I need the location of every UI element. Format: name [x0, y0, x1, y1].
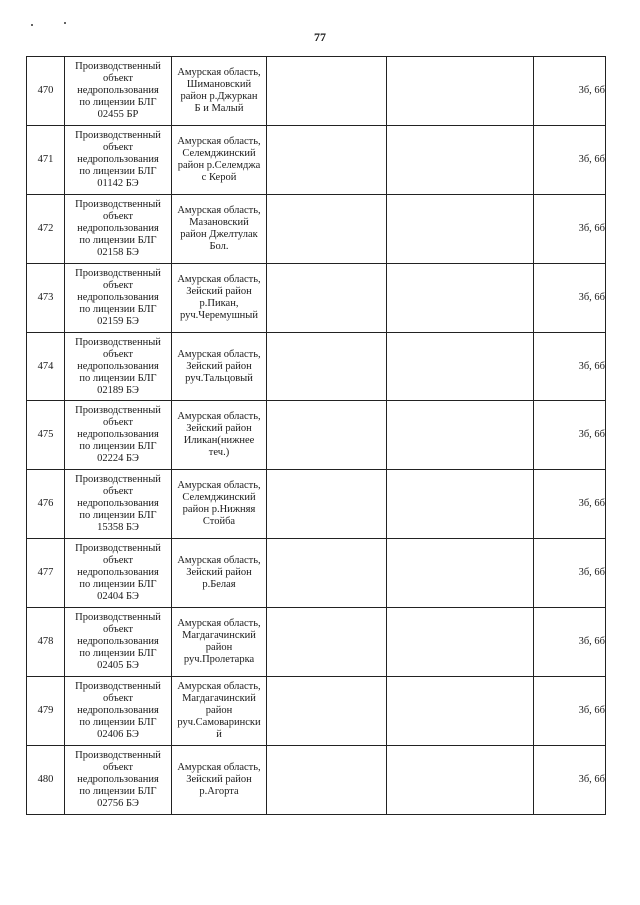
location-line: Амурская область, [177, 555, 261, 567]
row-number: 470 [27, 57, 65, 126]
category-code: 3б, 6б [534, 125, 606, 194]
category-code: 3б, 6б [534, 677, 606, 746]
location-line: Бол. [209, 240, 229, 252]
location-line: Амурская область, [177, 204, 261, 216]
category-code: 3б, 6б [534, 57, 606, 126]
object-line: недропользования [77, 498, 159, 510]
location-line: Шимановский [186, 78, 252, 90]
location [172, 263, 267, 332]
object-description [65, 745, 172, 814]
location-line: Иликан(нижнее [183, 435, 255, 447]
empty-cell [267, 745, 387, 814]
object-line: по лицензии БЛГ [79, 234, 157, 246]
empty-cell [267, 57, 387, 126]
location-line: Зейский район [186, 567, 252, 579]
empty-cell [267, 677, 387, 746]
object-line: по лицензии БЛГ [79, 785, 157, 797]
table-row [27, 332, 606, 401]
empty-cell [387, 470, 534, 539]
object-line: недропользования [77, 222, 159, 234]
row-number: 477 [27, 539, 65, 608]
table-row [27, 745, 606, 814]
location-line: р.Пикан, [199, 297, 239, 309]
location-line: Амурская область, [177, 135, 261, 147]
object-line: 02405 БЭ [97, 660, 139, 672]
object-line: Производственный [75, 60, 161, 72]
object-line: Производственный [75, 336, 161, 348]
object-line: 02189 БЭ [97, 384, 139, 396]
object-line: по лицензии БЛГ [79, 579, 157, 591]
location-line: район Джелтулак [180, 228, 258, 240]
object-line: объект [103, 72, 133, 84]
empty-cell [387, 539, 534, 608]
object-line: недропользования [77, 84, 159, 96]
object-line: недропользования [77, 360, 159, 372]
object-description [65, 539, 172, 608]
object-line: объект [103, 141, 133, 153]
location-line: район [205, 642, 233, 654]
object-line: недропользования [77, 567, 159, 579]
location-line: Амурская область, [177, 680, 261, 692]
empty-cell [387, 263, 534, 332]
empty-cell [267, 401, 387, 470]
object-line: Производственный [75, 680, 161, 692]
object-line: по лицензии БЛГ [79, 96, 157, 108]
location-line: Мазановский [189, 216, 249, 228]
empty-cell [387, 125, 534, 194]
location-line: Амурская область, [177, 480, 261, 492]
row-number: 475 [27, 401, 65, 470]
location-line: Амурская область, [177, 761, 261, 773]
location [172, 194, 267, 263]
object-line: по лицензии БЛГ [79, 441, 157, 453]
object-line: недропользования [77, 704, 159, 716]
location [172, 677, 267, 746]
location-line: Магдагачинский [182, 630, 256, 642]
location [172, 401, 267, 470]
object-description [65, 401, 172, 470]
location [172, 125, 267, 194]
location-line: район р.Джуркан [180, 90, 258, 102]
object-line: объект [103, 555, 133, 567]
location [172, 332, 267, 401]
location-line: район р.Селемджа [177, 159, 261, 171]
empty-cell [387, 194, 534, 263]
object-line: 15358 БЭ [97, 522, 139, 534]
empty-cell [267, 194, 387, 263]
object-line: 02404 БЭ [97, 591, 139, 603]
object-line: объект [103, 417, 133, 429]
empty-cell [387, 745, 534, 814]
location-line: район р.Нижняя [182, 504, 256, 516]
location-line: Зейский район [186, 423, 252, 435]
row-number: 474 [27, 332, 65, 401]
scan-speck [31, 24, 33, 26]
empty-cell [267, 470, 387, 539]
object-line: недропользования [77, 291, 159, 303]
location [172, 470, 267, 539]
object-line: по лицензии БЛГ [79, 165, 157, 177]
empty-cell [387, 677, 534, 746]
object-line: по лицензии БЛГ [79, 716, 157, 728]
page-number: 77 [314, 30, 326, 44]
object-line: объект [103, 279, 133, 291]
object-line: 02159 БЭ [97, 315, 139, 327]
location-line: Амурская область, [177, 348, 261, 360]
location-line: Зейский район [186, 285, 252, 297]
object-line: 02455 БР [97, 108, 139, 120]
object-line: 02158 БЭ [97, 246, 139, 258]
location [172, 57, 267, 126]
object-line: по лицензии БЛГ [79, 510, 157, 522]
object-description [65, 57, 172, 126]
object-line: недропользования [77, 773, 159, 785]
object-line: 01142 БЭ [97, 177, 139, 189]
category-code: 3б, 6б [534, 539, 606, 608]
location-line: Амурская область, [177, 411, 261, 423]
object-description [65, 194, 172, 263]
location-line: руч.Черемушный [180, 309, 258, 321]
object-line: 02756 БЭ [97, 797, 139, 809]
empty-cell [267, 539, 387, 608]
location-line: Магдагачинский [182, 692, 256, 704]
empty-cell [387, 401, 534, 470]
row-number: 479 [27, 677, 65, 746]
location-line: Стойба [202, 516, 236, 528]
object-description [65, 677, 172, 746]
object-line: 02406 БЭ [97, 728, 139, 740]
category-code: 3б, 6б [534, 470, 606, 539]
location-line: с Керой [201, 171, 237, 183]
object-line: Производственный [75, 129, 161, 141]
location-line: руч.Пролетарка [183, 654, 255, 666]
object-line: по лицензии БЛГ [79, 372, 157, 384]
empty-cell [267, 125, 387, 194]
table-row [27, 194, 606, 263]
object-line: Производственный [75, 543, 161, 555]
object-line: Производственный [75, 198, 161, 210]
object-description [65, 263, 172, 332]
object-line: 02224 БЭ [97, 453, 139, 465]
row-number: 471 [27, 125, 65, 194]
registry-body [27, 57, 606, 815]
object-line: по лицензии БЛГ [79, 303, 157, 315]
scan-speck [64, 22, 66, 24]
empty-cell [267, 263, 387, 332]
table-row [27, 677, 606, 746]
category-code: 3б, 6б [534, 745, 606, 814]
location-line: руч.Самоварински [177, 716, 261, 728]
row-number: 472 [27, 194, 65, 263]
location-line: Зейский район [186, 773, 252, 785]
location-line: р.Агорта [199, 785, 239, 797]
object-line: недропользования [77, 153, 159, 165]
empty-cell [387, 57, 534, 126]
location-line: Амурская область, [177, 273, 261, 285]
object-line: объект [103, 761, 133, 773]
location-line: й [216, 728, 222, 740]
location-line: руч.Тальцовый [185, 372, 253, 384]
empty-cell [387, 332, 534, 401]
object-description [65, 125, 172, 194]
row-number: 476 [27, 470, 65, 539]
object-line: недропользования [77, 429, 159, 441]
category-code: 3б, 6б [534, 263, 606, 332]
object-line: объект [103, 486, 133, 498]
table-row [27, 608, 606, 677]
location [172, 539, 267, 608]
category-code: 3б, 6б [534, 194, 606, 263]
object-line: объект [103, 692, 133, 704]
location-line: р.Белая [202, 579, 236, 591]
location-line: Зейский район [186, 360, 252, 372]
table-row [27, 401, 606, 470]
category-code: 3б, 6б [534, 401, 606, 470]
object-line: объект [103, 348, 133, 360]
location-line: Амурская область, [177, 66, 261, 78]
object-line: Производственный [75, 267, 161, 279]
empty-cell [267, 608, 387, 677]
object-line: недропользования [77, 636, 159, 648]
location-line: Селемджинский [182, 492, 256, 504]
object-line: Производственный [75, 612, 161, 624]
row-number: 473 [27, 263, 65, 332]
row-number: 478 [27, 608, 65, 677]
object-line: Производственный [75, 749, 161, 761]
table-row [27, 57, 606, 126]
table-row [27, 539, 606, 608]
row-number: 480 [27, 745, 65, 814]
object-line: объект [103, 210, 133, 222]
category-code: 3б, 6б [534, 332, 606, 401]
object-description [65, 608, 172, 677]
object-line: по лицензии БЛГ [79, 648, 157, 660]
table-row [27, 470, 606, 539]
location-line: Амурская область, [177, 618, 261, 630]
object-line: Производственный [75, 474, 161, 486]
location-line: Б и Малый [194, 102, 244, 114]
table-row [27, 125, 606, 194]
empty-cell [387, 608, 534, 677]
location [172, 608, 267, 677]
table-row [27, 263, 606, 332]
registry-table [26, 56, 606, 815]
empty-cell [267, 332, 387, 401]
object-line: Производственный [75, 405, 161, 417]
object-description [65, 332, 172, 401]
category-code: 3б, 6б [534, 608, 606, 677]
object-line: объект [103, 624, 133, 636]
location-line: Селемджинский [182, 147, 256, 159]
location-line: теч.) [208, 447, 230, 459]
location [172, 745, 267, 814]
location-line: район [205, 704, 233, 716]
object-description [65, 470, 172, 539]
